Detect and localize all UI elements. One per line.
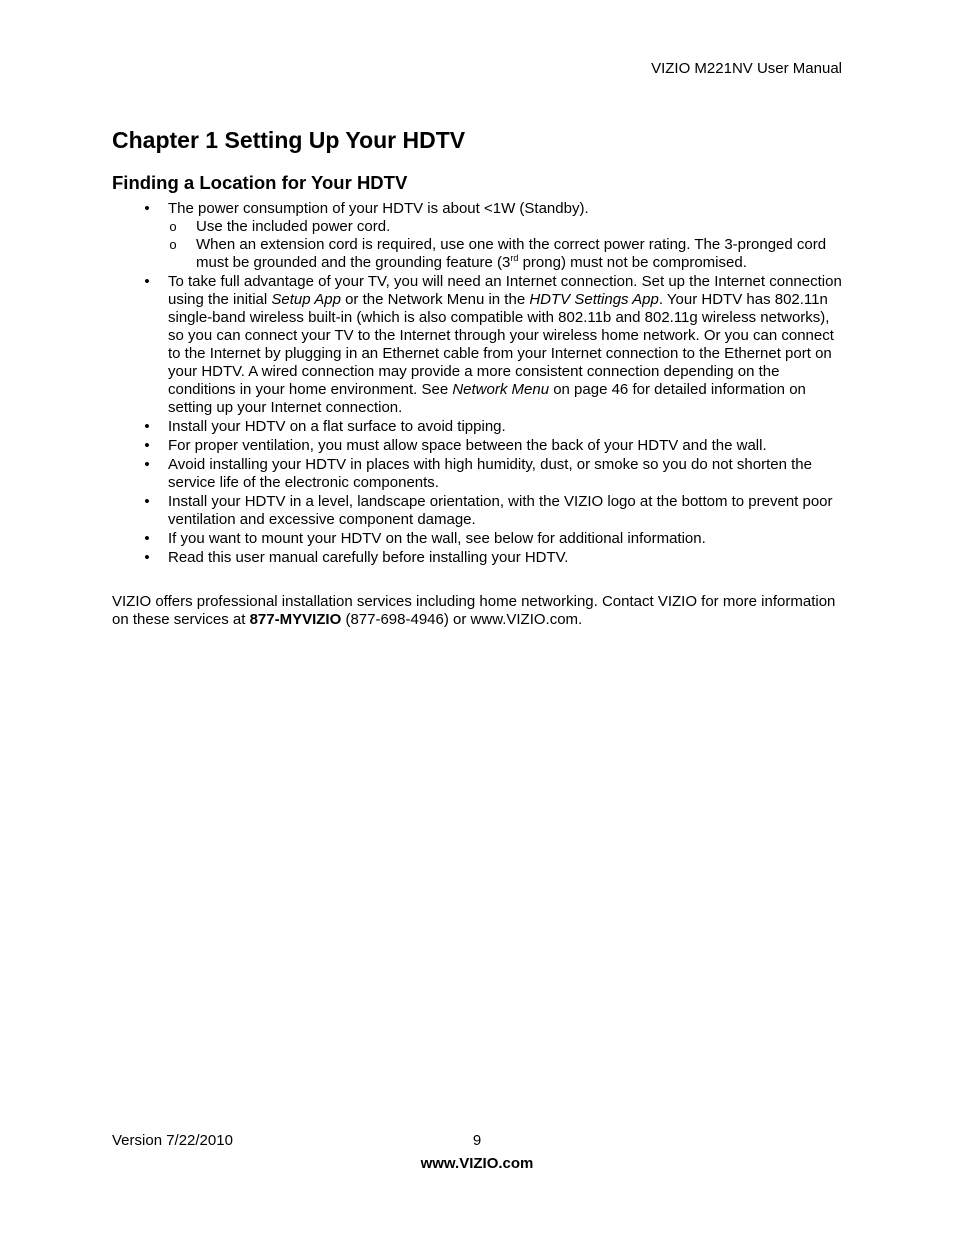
hdtv-settings-app-reference: HDTV Settings App — [529, 291, 659, 308]
bullet-text: For proper ventilation, you must allow space between the back of your HDTV and the wall. — [168, 437, 767, 454]
sub-item-power-cord — [168, 218, 842, 236]
bullet-marker: • — [144, 418, 150, 435]
bullet-item-ventilation — [112, 437, 842, 455]
footer-url: www.VIZIO.com — [420, 1155, 534, 1172]
section-title: Finding a Location for Your HDTV — [112, 172, 408, 193]
closing-text: VIZIO offers professional installation services including home networking. Contact VIZIO for more information on these services at — [112, 593, 836, 628]
chapter-title: Chapter 1 Setting Up Your HDTV — [112, 127, 466, 153]
superscript-rd: rd — [510, 253, 519, 263]
footer-version: Version 7/22/2010 — [112, 1132, 233, 1149]
bullet-marker: • — [144, 549, 150, 566]
bullet-marker: • — [144, 456, 150, 473]
bullet-text: If you want to mount your HDTV on the wall, see below for additional information. — [168, 530, 706, 547]
bullet-item-read-manual — [112, 549, 842, 567]
bullet-text: Install your HDTV on a flat surface to avoid tipping. — [168, 418, 506, 435]
bullet-text: Avoid installing your HDTV in places with high humidity, dust, or smoke so you do not shorten the service life of the electronic components. — [168, 456, 812, 491]
bullet-marker: • — [144, 200, 150, 217]
location-bullet-list — [112, 200, 842, 568]
network-menu-reference: Network Menu — [452, 381, 550, 398]
bullet-text: on page 46 for detailed information on setting up your Internet connection. — [168, 381, 806, 416]
sub-item-extension-cord — [168, 236, 842, 272]
bullet-item-power — [112, 200, 842, 272]
sub-marker: o — [169, 237, 177, 252]
closing-text-continued: (877-698-4946) or www.VIZIO.com. — [341, 611, 583, 628]
bullet-item-level — [112, 493, 842, 529]
bullet-text: Install your HDTV in a level, landscape orientation, with the VIZIO logo at the bottom to prevent poor ventilation and excessive component damage. — [168, 493, 833, 528]
installation-services-paragraph — [112, 593, 842, 629]
bullet-item-flat-surface — [112, 418, 842, 436]
bullet-text: The power consumption of your HDTV is about <1W (Standby). — [168, 200, 589, 217]
sub-item-text: Use the included power cord. — [196, 218, 391, 235]
bullet-text: . Your HDTV has 802.11n single-band wireless built-in (which is also compatible with 802.11b and 802.11g wireless networks), so you can connect your TV to the Internet through your wireless home network. Or you can connect to the Internet by plugging in an Ethernet cable from your Internet connection to the Ethernet port on your HDTV. A wired connection may provide a more consistent connection depending on the conditions in your home environment. See — [168, 291, 834, 398]
bullet-marker: • — [144, 273, 150, 290]
bullet-text: To take full advantage of your TV, you will need an Internet connection. Set up the Internet connection using the initial — [168, 273, 842, 308]
phone-number-myvizio: 877-MYVIZIO — [249, 611, 342, 628]
bullet-marker: • — [144, 530, 150, 547]
setup-app-reference: Setup App — [271, 291, 341, 308]
footer-page-number: 9 — [472, 1132, 482, 1149]
bullet-marker: • — [144, 437, 150, 454]
page-header-manual-title: VIZIO M221NV User Manual — [651, 60, 842, 77]
bullet-marker: • — [144, 493, 150, 510]
bullet-text: or the Network Menu in the — [340, 291, 530, 308]
sub-marker: o — [169, 219, 177, 234]
bullet-item-humidity — [112, 456, 842, 492]
bullet-item-internet — [112, 273, 842, 417]
power-sub-list — [168, 218, 842, 272]
sub-item-text-continued: prong) must not be compromised. — [518, 254, 747, 271]
bullet-text: Read this user manual carefully before installing your HDTV. — [168, 549, 569, 566]
bullet-item-wall-mount — [112, 530, 842, 548]
sub-item-text: When an extension cord is required, use one with the correct power rating. The 3-pronged cord must be grounded and the grounding feature (3 — [196, 236, 827, 271]
